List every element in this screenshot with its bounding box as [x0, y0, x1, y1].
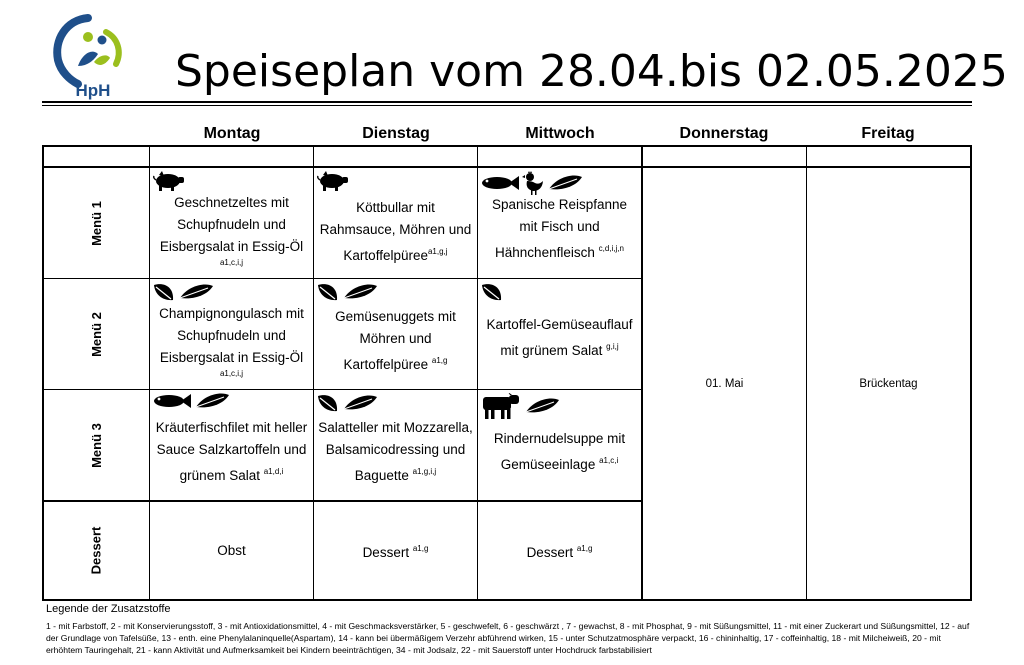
day-header-freitag: Freitag: [861, 125, 915, 142]
meal-cell-menu1-mittwoch: Spanische Reispfanne mit Fisch und Hähnchenfleisch $^{c,d,i,j,n}$: [478, 168, 641, 278]
meal-cell-menu2-montag: Champignongulasch mit Schupfnudeln und Eisbergsalat in Essig-Öl a1,c,i,j: [150, 279, 313, 389]
feather-icon: [342, 395, 378, 418]
feather-icon: [342, 284, 378, 307]
chicken-icon: [522, 171, 544, 202]
meal-cell-menu3-dienstag: Salatteller mit Mozzarella, Balsamicodressing und Baguette $^{a1,g,i,j}$: [314, 390, 477, 500]
row-label-menu3: Menü 3: [88, 422, 104, 468]
leaf-icon: [481, 282, 503, 309]
day-header-mittwoch: Mittwoch: [525, 125, 595, 142]
dessert-cell-dienstag: Dessert $^{a1,g}$: [362, 543, 429, 560]
leaf-icon: [317, 393, 339, 420]
day-header-dienstag: Dienstag: [362, 125, 430, 142]
meal-cell-menu1-dienstag: Köttbullar mit Rahmsauce, Möhren und Kartoffelpüree$^{a1,g,j}$: [314, 168, 477, 278]
meal-cell-menu2-mittwoch: Kartoffel-Gemüseauflauf mit grünem Salat $^{g,i,j}$: [478, 279, 641, 389]
meal-cell-menu3-mittwoch: Rindernudelsuppe mit Gemüseeinlage $^{a1,c,i}$: [478, 390, 641, 500]
cow-icon: [481, 393, 521, 426]
feather-icon: [524, 398, 560, 421]
freitag-holiday-cell: Brückentag: [859, 377, 918, 390]
legend-title: Legende der Zusatzstoffe: [46, 603, 171, 615]
row-label-menu2: Menü 2: [88, 311, 104, 357]
title-rule-thin: [42, 105, 972, 106]
leaf-icon: [317, 282, 339, 309]
title-rule: [42, 101, 972, 103]
pig-icon: [153, 171, 185, 198]
meal-cell-menu3-montag: Kräuterfischfilet mit heller Sauce Salzkartoffeln und grünem Salat $^{a1,d,i}$: [150, 390, 313, 500]
meal-cell-menu2-dienstag: Gemüsenuggets mit Möhren und Kartoffelpüree $^{a1,g}$: [314, 279, 477, 389]
row-label-menu1: Menü 1: [88, 200, 104, 246]
feather-icon: [547, 175, 583, 198]
dessert-cell-montag: Obst: [217, 542, 246, 558]
fish-icon: [153, 393, 191, 416]
feather-icon: [178, 284, 214, 307]
hph-logo: [48, 10, 138, 100]
dessert-cell-mittwoch: Dessert $^{a1,g}$: [526, 543, 593, 560]
page-title: Speiseplan vom 28.04.bis 02.05.2025: [175, 46, 1008, 97]
day-header-montag: Montag: [203, 125, 261, 142]
row-label-dessert: Dessert: [88, 526, 104, 575]
logo-text: HpH: [75, 81, 111, 100]
meal-cell-menu1-montag: Geschnetzeltes mit Schupfnudeln und Eisbergsalat in Essig-Öl a1,c,i,j: [150, 168, 313, 278]
legend-text: 1 - mit Farbstoff, 2 - mit Konservierungsstoff, 3 - mit Antioxidationsmittel, 4 - mit Geschmacksverstärker, 5 - geschwefelt, 6 - geschwärzt , 7 - gewachst, 8 - mit Phosphat, 9 - mit Süßungsmittel, 11 - mit einer Zuckerart und Süßungsmittel, 12 - auf der Grundlage von Tafelsüße, 13 - enth. eine Phenylalaninquelle(Aspartam), 14 - kann bei übermäßigem Verzehr abführend wirken, 15 - unter Schutzatmosphäre verpackt, 16 - chininhaltig, 17 - coffeinhaltig, 18 - mit Milcheiweiß, 20 - mit erhöhtem Tauringehalt, 21 - kann Aktivität und Aufmerksamkeit bei Kindern beeinträchtigen, 34 - mit Jodsalz, 22 - mit Sauerstoff unter Hochdruck farbstabilisiert: [46, 621, 970, 655]
day-header-donnerstag: Donnerstag: [679, 125, 769, 142]
donnerstag-holiday-cell: 01. Mai: [705, 377, 744, 390]
leaf-icon: [153, 282, 175, 309]
fish-icon: [481, 175, 519, 198]
pig-icon: [317, 171, 349, 198]
feather-icon: [194, 393, 230, 416]
